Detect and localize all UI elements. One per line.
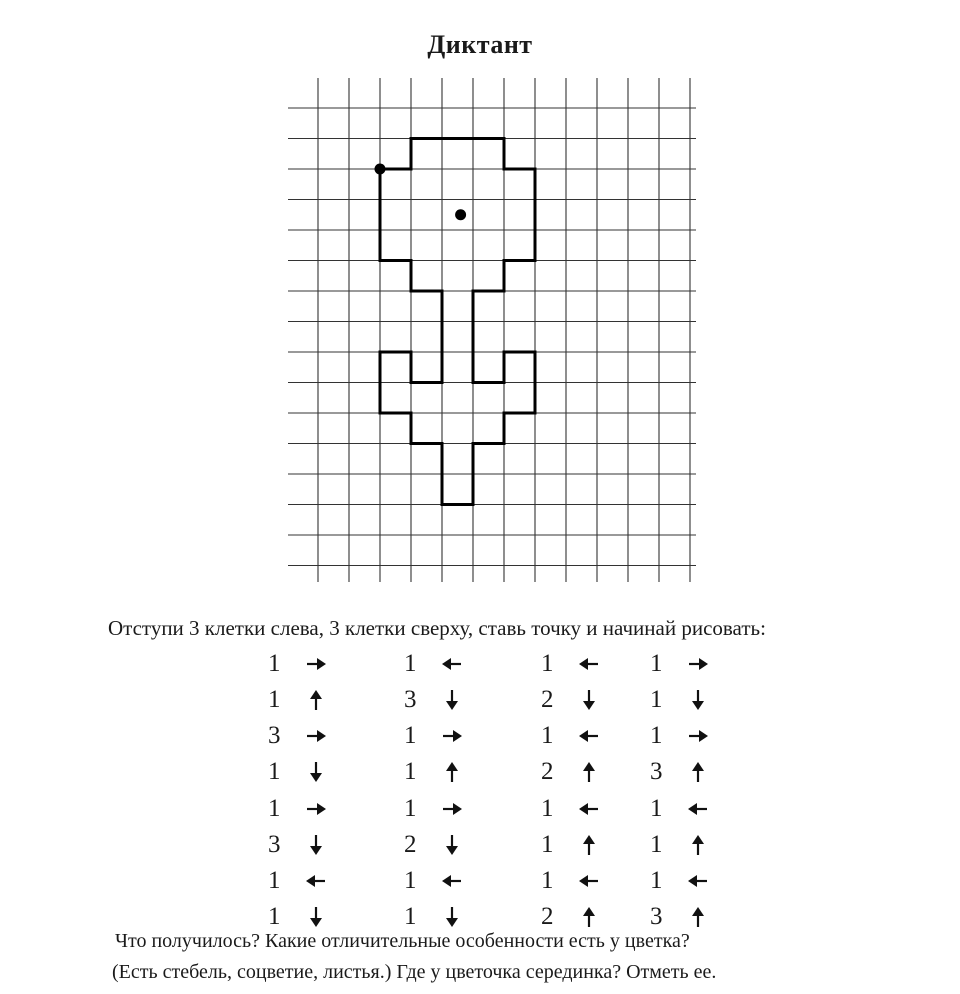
- dictation-step: [268, 829, 348, 861]
- arrow-left-icon: [440, 652, 464, 676]
- arrow-down-icon: [440, 688, 464, 712]
- dictation-step: [268, 720, 348, 752]
- step-count: 3: [268, 722, 281, 749]
- dictation-step: [404, 684, 484, 716]
- step-count: 2: [541, 758, 554, 785]
- dictation-step: [268, 648, 348, 680]
- dictation-step: [404, 756, 484, 788]
- step-count: 1: [268, 867, 281, 894]
- arrow-down-icon: [304, 833, 328, 857]
- step-count: 1: [650, 722, 663, 749]
- step-count: 1: [268, 686, 281, 713]
- step-count: 3: [404, 686, 417, 713]
- step-count: 1: [650, 650, 663, 677]
- dictation-step: [541, 901, 621, 933]
- question-line-2: (Есть стебель, соцветие, листья.) Где у цветочка серединка? Отметь ее.: [112, 961, 717, 983]
- arrow-left-icon: [577, 797, 601, 821]
- step-count: 1: [541, 650, 554, 677]
- arrow-down-icon: [440, 905, 464, 929]
- dictation-step: [404, 720, 484, 752]
- dictation-step: [268, 756, 348, 788]
- dictation-step: [650, 901, 730, 933]
- step-count: 1: [541, 795, 554, 822]
- step-count: 1: [404, 758, 417, 785]
- arrow-left-icon: [577, 652, 601, 676]
- question-line-1: Что получилось? Какие отличительные особенности есть у цветка?: [115, 930, 690, 952]
- dictation-step: [541, 648, 621, 680]
- arrow-right-icon: [304, 652, 328, 676]
- arrow-up-icon: [577, 760, 601, 784]
- arrow-right-icon: [440, 724, 464, 748]
- step-count: 1: [404, 795, 417, 822]
- start-dot: [375, 164, 386, 175]
- step-count: 1: [268, 903, 281, 930]
- arrow-left-icon: [440, 869, 464, 893]
- arrow-down-icon: [577, 688, 601, 712]
- dictation-step: [650, 684, 730, 716]
- dictation-step: [404, 901, 484, 933]
- arrow-up-icon: [577, 833, 601, 857]
- step-count: 1: [404, 903, 417, 930]
- page-title: Диктант: [427, 30, 533, 59]
- step-count: 3: [650, 758, 663, 785]
- dictation-step: [404, 865, 484, 897]
- dictation-step: [268, 901, 348, 933]
- dictation-step: [650, 865, 730, 897]
- step-count: 1: [541, 867, 554, 894]
- step-count: 1: [404, 867, 417, 894]
- arrow-down-icon: [440, 833, 464, 857]
- dictation-step: [650, 648, 730, 680]
- step-count: 3: [268, 831, 281, 858]
- dictation-step: [268, 684, 348, 716]
- step-count: 1: [404, 722, 417, 749]
- dictation-step: [541, 829, 621, 861]
- step-count: 1: [650, 867, 663, 894]
- arrow-up-icon: [577, 905, 601, 929]
- dictation-step: [404, 648, 484, 680]
- arrow-up-icon: [304, 688, 328, 712]
- dictation-step: [404, 829, 484, 861]
- arrow-left-icon: [304, 869, 328, 893]
- arrow-up-icon: [686, 905, 710, 929]
- arrow-right-icon: [440, 797, 464, 821]
- dictation-step: [650, 720, 730, 752]
- dictation-step: [650, 793, 730, 825]
- arrow-down-icon: [304, 760, 328, 784]
- arrow-left-icon: [577, 869, 601, 893]
- step-count: 1: [541, 831, 554, 858]
- step-count: 2: [404, 831, 417, 858]
- step-count: 1: [541, 722, 554, 749]
- dictation-step: [650, 756, 730, 788]
- arrow-up-icon: [686, 760, 710, 784]
- center-dot: [455, 209, 466, 220]
- step-count: 1: [404, 650, 417, 677]
- arrow-down-icon: [686, 688, 710, 712]
- arrow-left-icon: [577, 724, 601, 748]
- dictation-step: [541, 756, 621, 788]
- dictation-step: [268, 865, 348, 897]
- dictation-step: [541, 684, 621, 716]
- step-count: 2: [541, 686, 554, 713]
- instruction-text: Отступи 3 клетки слева, 3 клетки сверху, ставь точку и начинай рисовать:: [108, 616, 766, 640]
- dictation-step: [268, 793, 348, 825]
- arrow-right-icon: [304, 797, 328, 821]
- dictation-step: [404, 793, 484, 825]
- step-count: 1: [268, 795, 281, 822]
- step-count: 1: [650, 795, 663, 822]
- step-count: 1: [268, 758, 281, 785]
- dictation-step: [541, 720, 621, 752]
- step-count: 2: [541, 903, 554, 930]
- arrow-down-icon: [304, 905, 328, 929]
- arrow-up-icon: [440, 760, 464, 784]
- arrow-right-icon: [686, 724, 710, 748]
- arrow-right-icon: [686, 652, 710, 676]
- step-count: 3: [650, 903, 663, 930]
- step-count: 1: [650, 831, 663, 858]
- dictation-step: [541, 793, 621, 825]
- dictation-step: [541, 865, 621, 897]
- arrow-right-icon: [304, 724, 328, 748]
- step-count: 1: [650, 686, 663, 713]
- arrow-left-icon: [686, 797, 710, 821]
- step-count: 1: [268, 650, 281, 677]
- arrow-left-icon: [686, 869, 710, 893]
- arrow-up-icon: [686, 833, 710, 857]
- dictation-step: [650, 829, 730, 861]
